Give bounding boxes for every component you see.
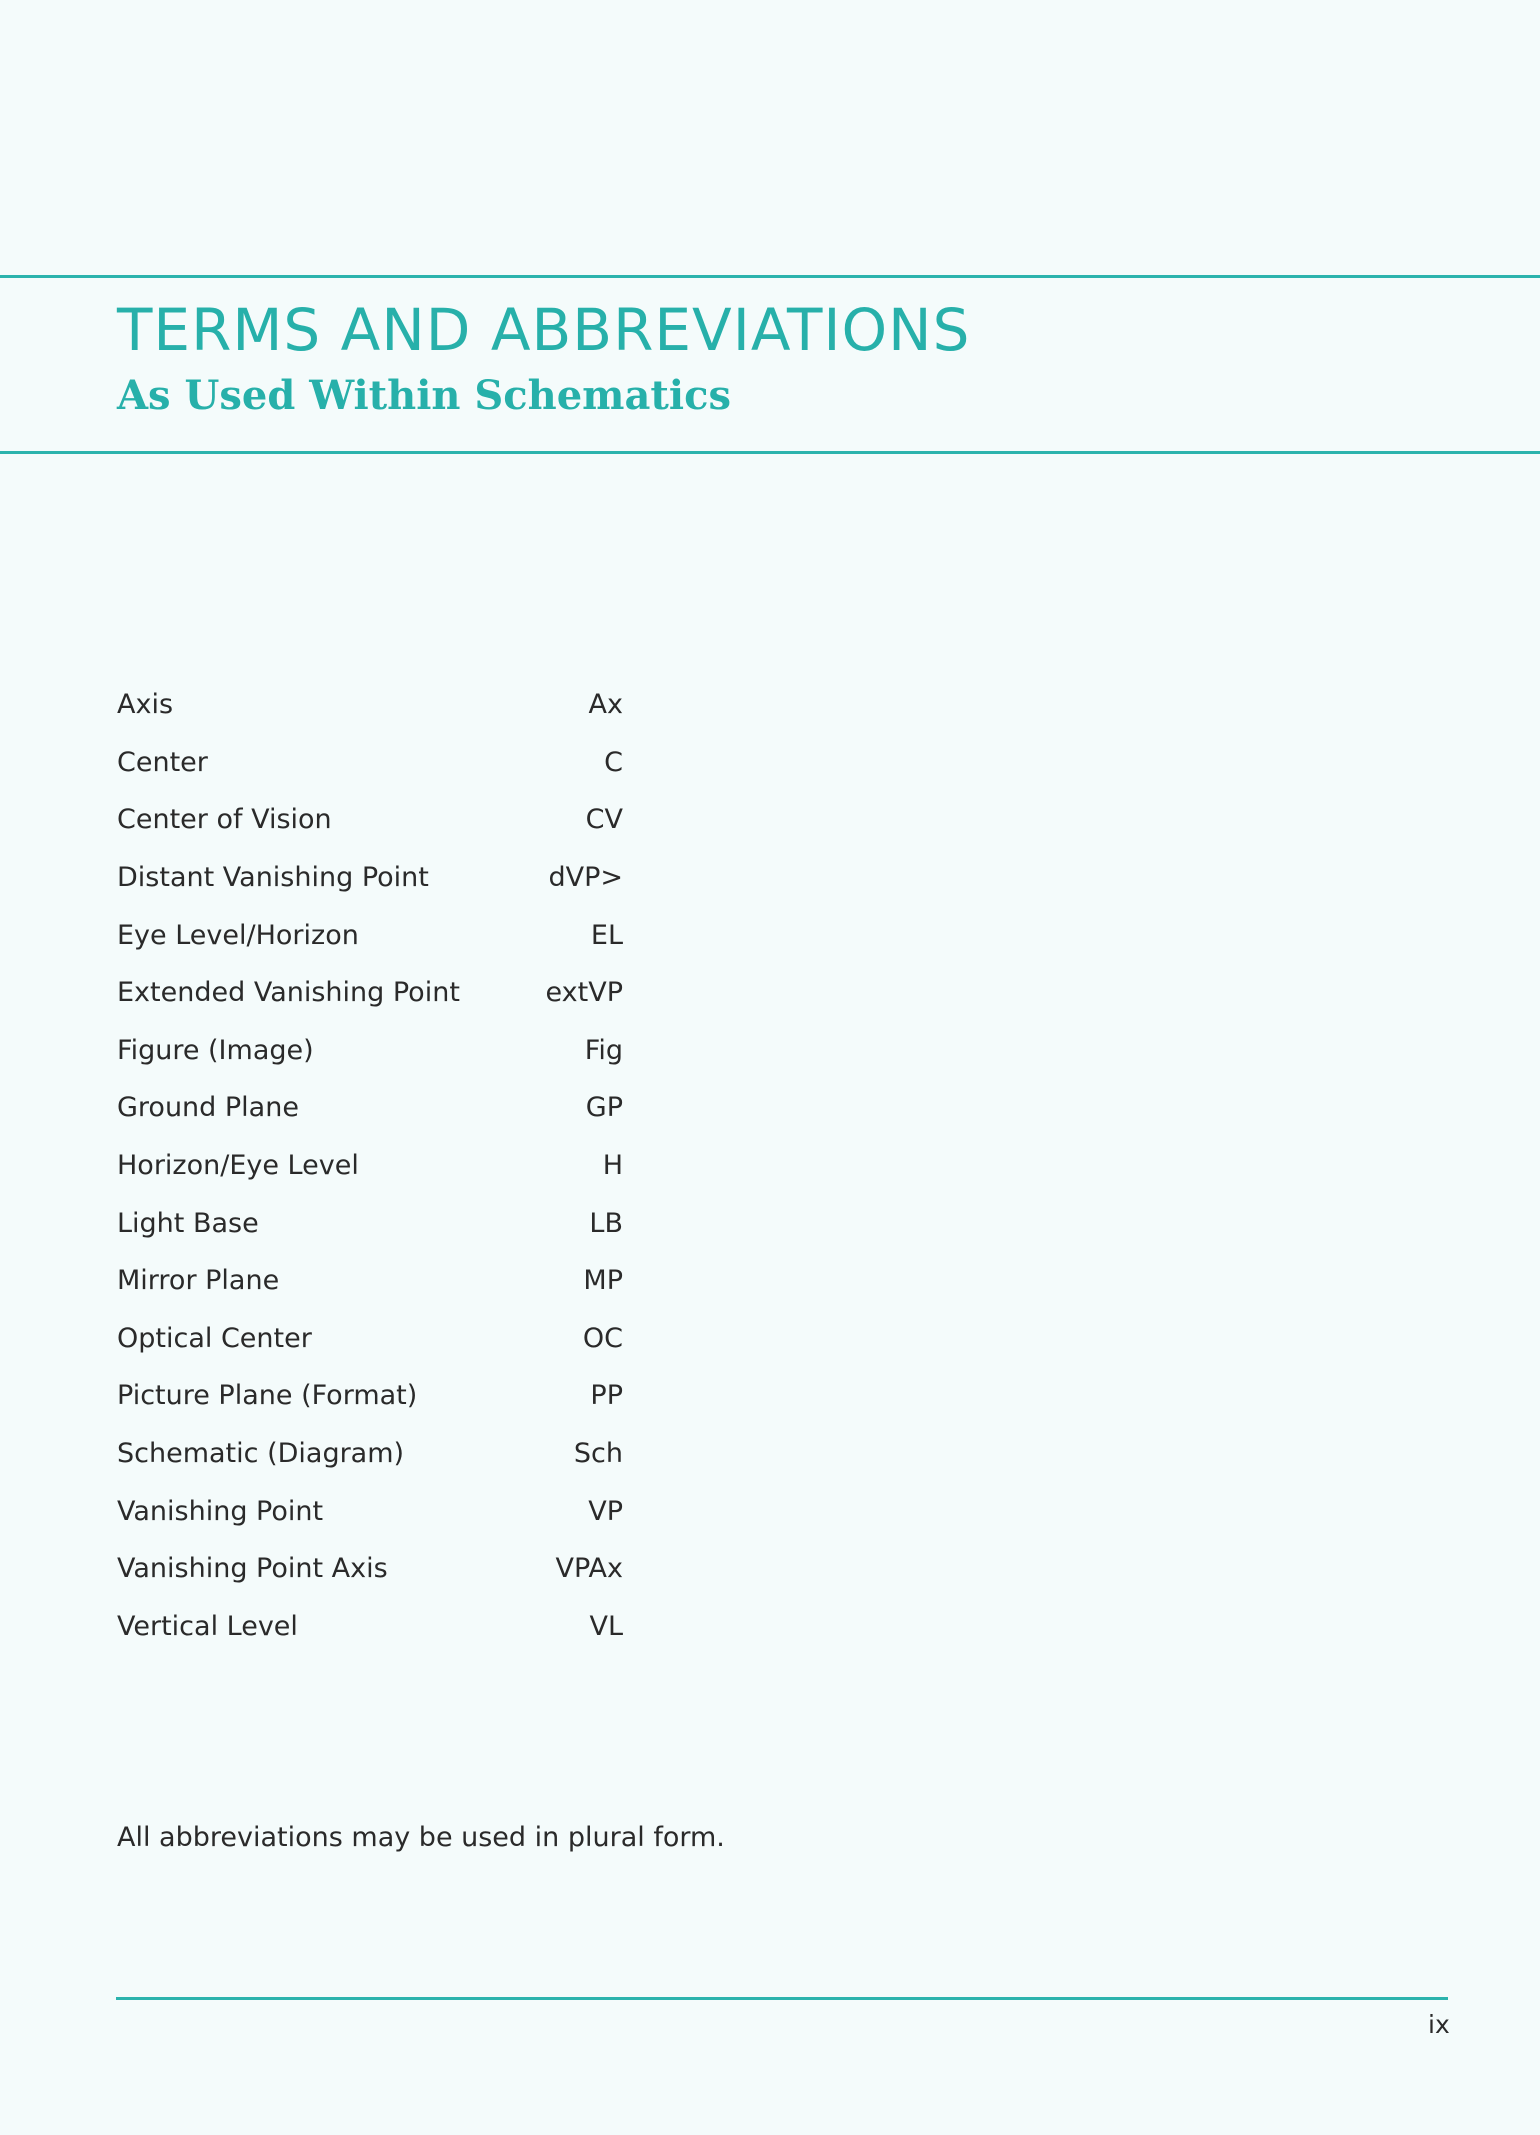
term-abbreviation: Sch	[573, 1438, 623, 1470]
term-row-extended-vanishing-point	[117, 964, 623, 1022]
term-abbreviation: LB	[589, 1207, 623, 1239]
term-name: Eye Level/Horizon	[117, 919, 359, 951]
term-name: Horizon/Eye Level	[117, 1150, 359, 1182]
term-row-vanishing-point	[117, 1482, 623, 1540]
term-name: Axis	[117, 689, 174, 721]
term-name: Vanishing Point	[117, 1495, 324, 1527]
term-row-light-base	[117, 1194, 623, 1252]
term-name: Center of Vision	[117, 804, 332, 836]
term-name: Light Base	[117, 1207, 259, 1239]
term-abbreviation: MP	[583, 1265, 623, 1297]
header-bottom-rule	[0, 451, 1540, 454]
term-name: Mirror Plane	[117, 1265, 280, 1297]
term-name: Distant Vanishing Point	[117, 862, 429, 894]
term-abbreviation: VP	[588, 1495, 623, 1527]
term-name: Vertical Level	[117, 1610, 298, 1642]
term-abbreviation: Fig	[584, 1034, 623, 1066]
header-top-rule	[0, 275, 1540, 278]
term-name: Center	[117, 746, 208, 778]
page-title: TERMS AND ABBREVIATIONS	[117, 296, 971, 364]
page-number: ix	[1428, 2010, 1450, 2039]
term-abbreviation: H	[602, 1150, 623, 1182]
term-abbreviation: CV	[585, 804, 623, 836]
term-row-axis	[117, 676, 623, 734]
term-name: Schematic (Diagram)	[117, 1438, 405, 1470]
term-abbreviation: PP	[590, 1380, 623, 1412]
term-name: Vanishing Point Axis	[117, 1553, 388, 1585]
term-row-center	[117, 734, 623, 792]
term-abbreviation: OC	[582, 1322, 623, 1354]
term-row-ground-plane	[117, 1079, 623, 1137]
term-name: Ground Plane	[117, 1092, 299, 1124]
term-abbreviation: EL	[590, 919, 623, 951]
term-row-picture-plane	[117, 1367, 623, 1425]
term-abbreviation: Ax	[588, 689, 623, 721]
term-row-eye-level-horizon	[117, 906, 623, 964]
term-row-schematic	[117, 1425, 623, 1483]
term-row-figure	[117, 1022, 623, 1080]
term-row-optical-center	[117, 1310, 623, 1368]
term-name: Picture Plane (Format)	[117, 1380, 418, 1412]
terms-list	[117, 676, 623, 1655]
term-row-horizon-eye-level	[117, 1137, 623, 1195]
footer-rule	[116, 1997, 1448, 2000]
term-abbreviation: C	[604, 746, 623, 778]
term-row-center-of-vision	[117, 791, 623, 849]
term-abbreviation: VPAx	[555, 1553, 623, 1585]
term-name: Extended Vanishing Point	[117, 977, 460, 1009]
term-name: Figure (Image)	[117, 1034, 314, 1066]
term-row-distant-vanishing-point	[117, 849, 623, 907]
term-abbreviation: GP	[585, 1092, 623, 1124]
term-row-mirror-plane	[117, 1252, 623, 1310]
page-subtitle: As Used Within Schematics	[117, 372, 731, 419]
term-abbreviation: VL	[589, 1610, 623, 1642]
term-name: Optical Center	[117, 1322, 312, 1354]
term-abbreviation: dVP>	[548, 862, 623, 894]
term-row-vanishing-point-axis	[117, 1540, 623, 1598]
term-abbreviation: extVP	[545, 977, 623, 1009]
plural-note: All abbreviations may be used in plural form.	[117, 1822, 725, 1853]
term-row-vertical-level	[117, 1598, 623, 1656]
